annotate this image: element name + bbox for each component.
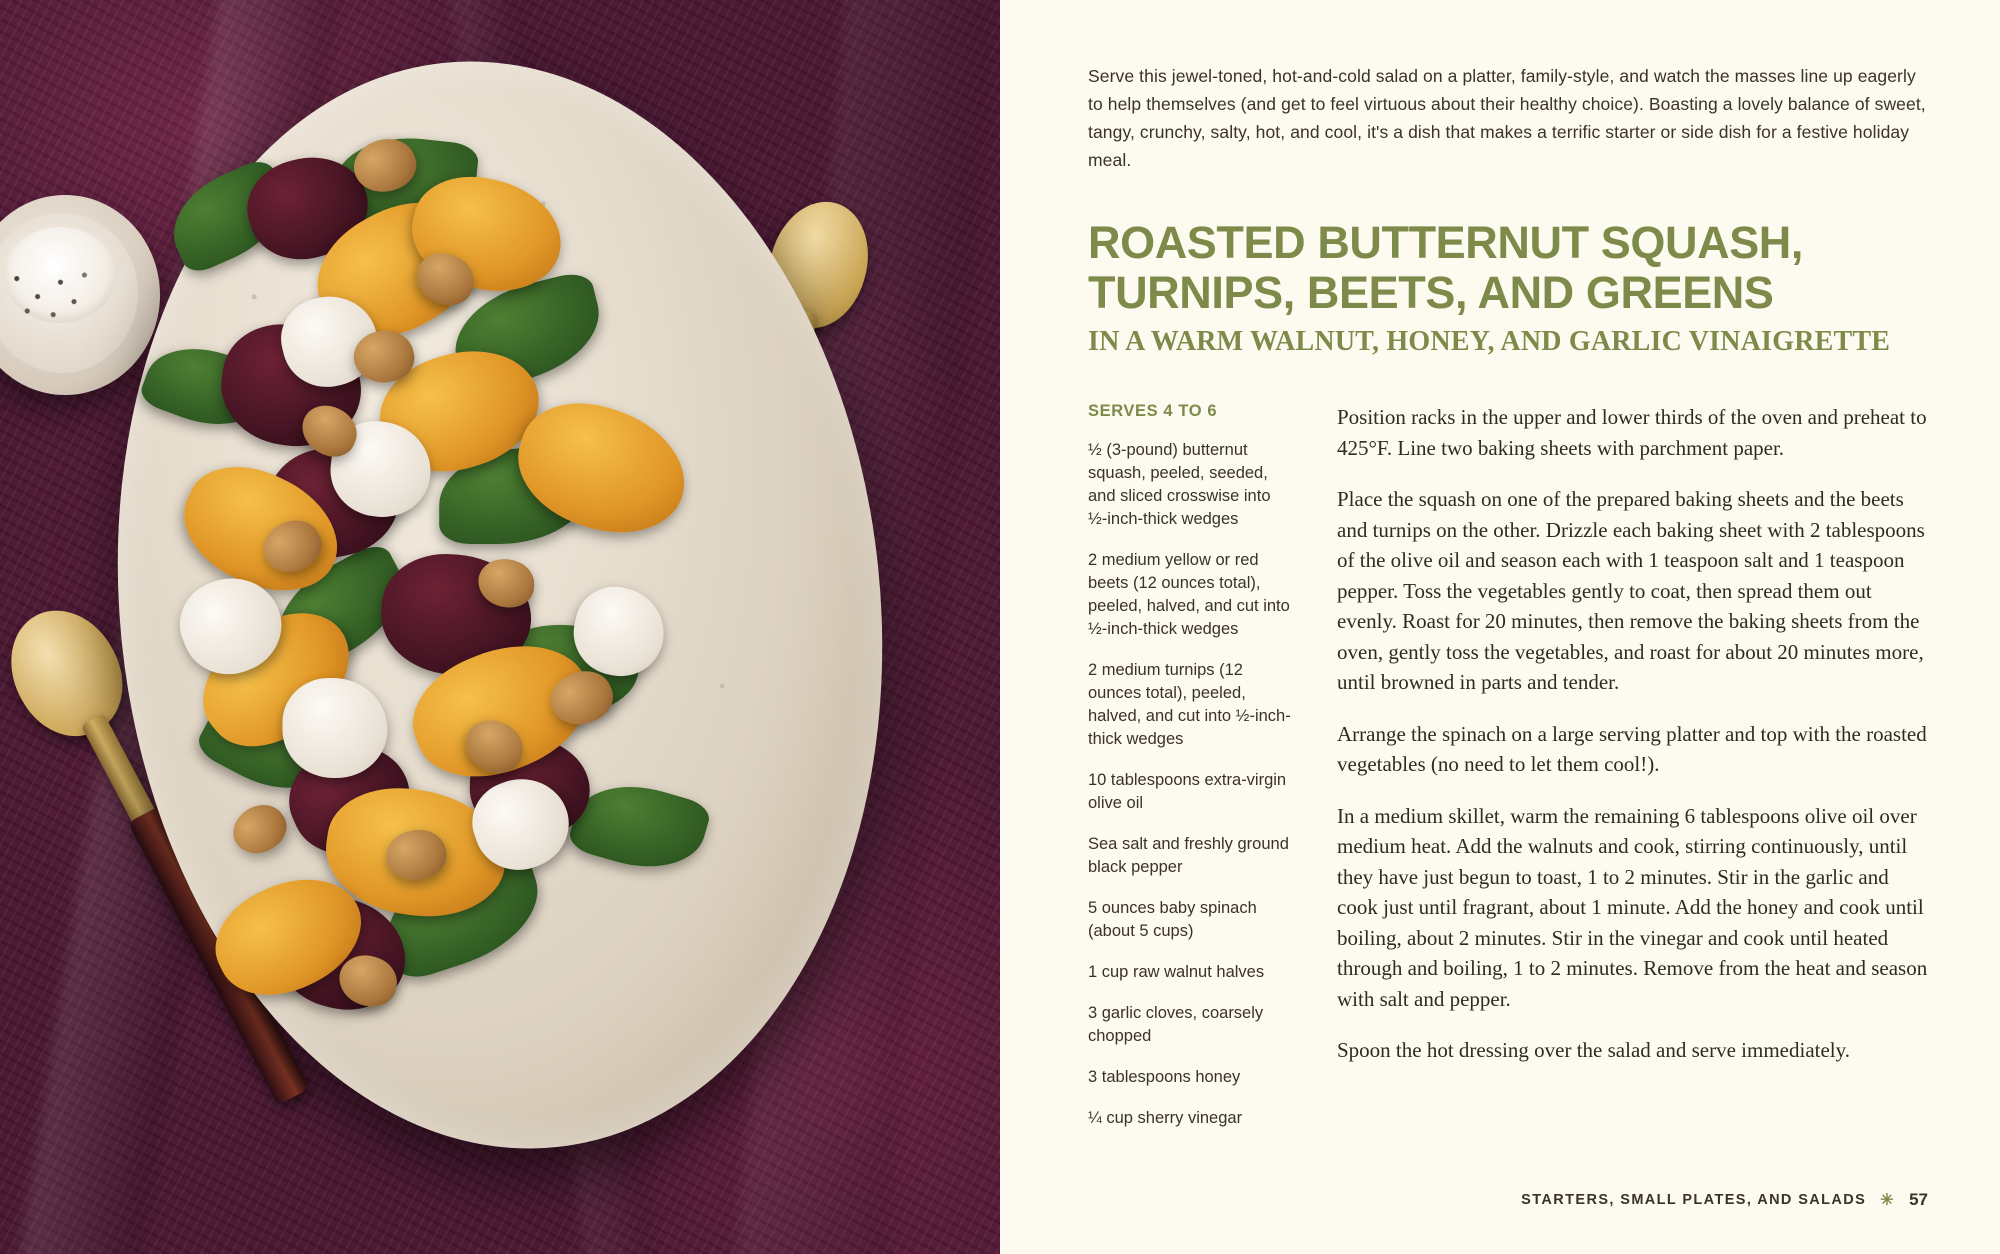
ingredient-item: 3 garlic cloves, coarsely chopped <box>1088 1004 1264 1045</box>
page-number: 57 <box>1909 1190 1928 1209</box>
recipe-text-page <box>1000 0 2000 1254</box>
asterisk-icon: ✳ <box>1880 1192 1896 1209</box>
ingredient-item: 3 tablespoons honey <box>1088 1068 1241 1086</box>
recipe-body <box>1088 402 1928 1148</box>
method-step: In a medium skillet, warm the remaining 6 tablespoons olive oil over medium heat. Add the walnuts and cook, stirring continuously, until they have just begun to toast, 1 to 2 minutes. Stir in the garlic and cook just until fragrant, about 1 minute. Add the honey and cook until boiling, about 2 minutes. Stir in the vinegar and cook until heated through and boiling, 1 to 2 minutes. Remove from the heat and season with salt and pepper. <box>1337 803 1928 1011</box>
method-step: Spoon the hot dressing over the salad and serve immediately. <box>1337 1038 1851 1062</box>
chapter-label: STARTERS, SMALL PLATES, AND SALADS <box>1521 1192 1867 1208</box>
recipe-title: ROASTED BUTTERNUT SQUASH, TURNIPS, BEETS, AND GREENS <box>1088 217 1804 318</box>
method-step: Arrange the spinach on a large serving platter and top with the roasted vegetables (no need to let them cool!). <box>1337 721 1927 776</box>
ingredient-item: 2 medium turnips (12 ounces total), peeled, halved, and cut into ½-inch-thick wedges <box>1088 661 1291 748</box>
ground-pepper <box>0 257 100 329</box>
method-step: Position racks in the upper and lower thirds of the oven and preheat to 425°F. Line two baking sheets with parchment paper. <box>1337 405 1927 460</box>
salad-arrangement <box>102 86 899 1114</box>
page-footer <box>1521 1190 1928 1210</box>
serves-label: SERVES 4 TO 6 <box>1088 402 1218 420</box>
ingredient-item: 5 ounces baby spinach (about 5 cups) <box>1088 899 1257 940</box>
method-step: Place the squash on one of the prepared baking sheets and the beets and turnips on the other. Drizzle each baking sheet with 2 tablespoons of the olive oil and season each with 1 teaspoon salt and 1 teaspoon pepper. Toss the vegetables gently to coat, then spread them out evenly. Roast for 20 minutes, then remove the baking sheets from the oven, gently toss the vegetables, and roast for about 20 minutes more, until browned in parts and tender. <box>1337 487 1925 694</box>
ingredient-item: ¼ cup sherry vinegar <box>1088 1109 1243 1127</box>
roasted-turnip <box>282 678 387 778</box>
recipe-subtitle: IN A WARM WALNUT, HONEY, AND GARLIC VINAIGRETTE <box>1088 326 1891 357</box>
ingredient-item: Sea salt and freshly ground black pepper <box>1088 835 1289 876</box>
method-column <box>1337 402 1928 1148</box>
recipe-intro: Serve this jewel-toned, hot-and-cold salad on a platter, family-style, and watch the masses line up eagerly to help themselves (and get to feel virtuous about their healthy choice). Boasting a lovely balance of sweet, tangy, crunchy, salty, hot, and cool, it's a dish that makes a terrific starter or side dish for a festive holiday meal. <box>1088 66 1926 170</box>
ingredient-item: 10 tablespoons extra-virgin olive oil <box>1088 771 1287 812</box>
walnut-half <box>224 795 295 864</box>
ingredients-column <box>1088 402 1293 1148</box>
ingredient-item: 2 medium yellow or red beets (12 ounces total), peeled, halved, and cut into ½-inch-thick wedges <box>1088 551 1290 638</box>
ingredient-item: ½ (3-pound) butternut squash, peeled, seeded, and sliced crosswise into ½-inch-thick wedges <box>1088 441 1271 528</box>
ingredient-item: 1 cup raw walnut halves <box>1088 963 1265 981</box>
